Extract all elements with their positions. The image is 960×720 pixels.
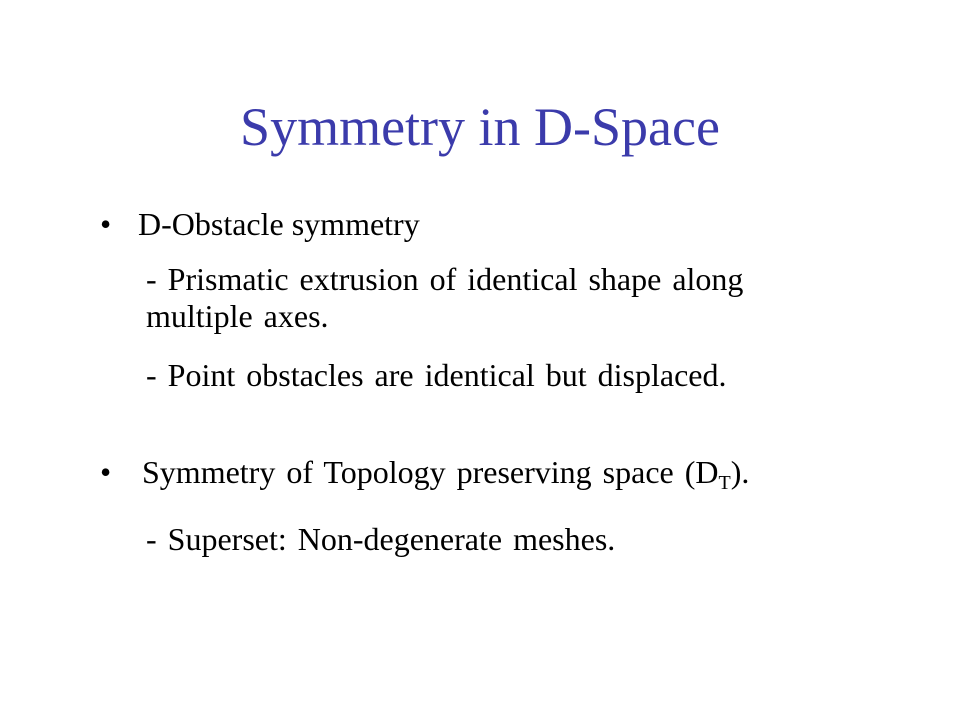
bullet-topology-close: ).: [730, 454, 750, 490]
slide-title: Symmetry in D-Space: [240, 97, 720, 157]
subscript-t: T: [718, 472, 731, 494]
bullet-topology-symmetry: [142, 452, 749, 492]
subitem-prismatic-extrusion-line2: multiple axes.: [146, 298, 329, 334]
subitem-prismatic-extrusion-line1: - Prismatic extrusion of identical shape along: [146, 261, 744, 297]
bullet-dot-1: •: [100, 206, 112, 242]
bullet-dot-2: •: [100, 454, 112, 490]
bullet-topology-text: Symmetry of Topology preserving space (D: [142, 454, 719, 490]
subitem-point-obstacles: - Point obstacles are identical but displaced.: [146, 357, 727, 393]
bullet-d-obstacle-symmetry: D-Obstacle symmetry: [138, 206, 420, 242]
subitem-superset: - Superset: Non-degenerate meshes.: [146, 521, 616, 557]
